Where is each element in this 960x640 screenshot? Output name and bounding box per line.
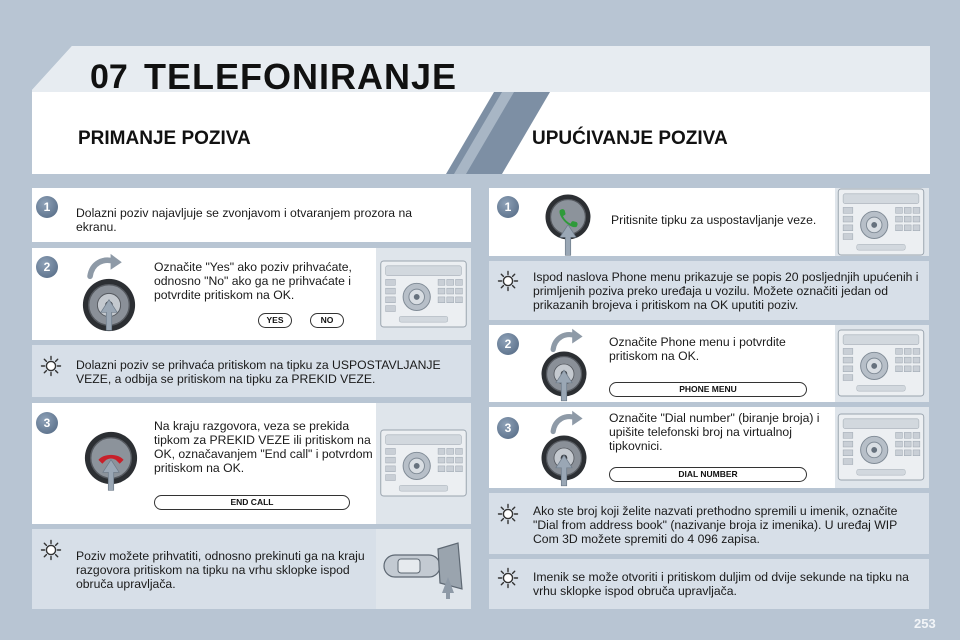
dial-number-button[interactable]: DIAL NUMBER <box>609 467 807 482</box>
section-title-left: PRIMANJE POZIVA <box>78 128 251 149</box>
right-tip2-panel <box>489 493 929 554</box>
up-arrow-icon <box>102 455 120 495</box>
left-step1-panel <box>32 188 471 242</box>
right-tip2-text: Ako ste broj koji želite nazvati prethodno spremili u imenik, označite "Dial from address book" (nazivanje broja iz imenika). U uređaj WIP Com 3D možete spremiti do 4 096 zapisa. <box>533 504 898 546</box>
right-step1-panel <box>489 188 929 256</box>
page-number: 253 <box>914 616 936 631</box>
right-step3-text: Označite "Dial number" (biranje broja) i upišite telefonski broj na virtualnoj tipkovnici. <box>609 411 820 453</box>
lightbulb-tip-icon <box>497 503 519 525</box>
radio-unit-icon <box>837 188 925 256</box>
right-step1-text: Pritisnite tipku za uspostavljanje veze. <box>611 213 817 227</box>
right-tip1-panel <box>489 261 929 320</box>
left-step3-panel <box>32 403 471 524</box>
radio-unit-image <box>835 325 929 402</box>
radio-unit-image <box>835 188 929 256</box>
step-badge: 1 <box>36 196 58 218</box>
up-arrow-icon <box>555 369 573 402</box>
lightbulb-tip-icon <box>497 270 519 292</box>
left-tip1-panel <box>32 345 471 397</box>
yes-button[interactable]: YES <box>258 313 292 328</box>
left-tip2-panel <box>32 529 471 609</box>
up-arrow-icon <box>100 298 118 332</box>
right-step2-panel <box>489 325 929 402</box>
radio-unit-image <box>835 407 929 488</box>
chapter-number: 07 <box>90 58 128 96</box>
radio-unit-image <box>376 403 471 524</box>
section-title-right: UPUĆIVANJE POZIVA <box>532 128 728 149</box>
radio-unit-icon <box>837 413 925 481</box>
right-tip3-panel <box>489 559 929 609</box>
up-arrow-icon <box>559 224 577 256</box>
step-badge: 1 <box>497 196 519 218</box>
radio-unit-icon <box>379 429 468 497</box>
step-badge: 2 <box>36 256 58 278</box>
end-call-button[interactable]: END CALL <box>154 495 350 510</box>
radio-unit-icon <box>837 329 925 397</box>
phone-menu-button[interactable]: PHONE MENU <box>609 382 807 397</box>
header <box>32 46 930 174</box>
chapter-title: TELEFONIRANJE <box>144 56 458 97</box>
left-step2-panel <box>32 248 471 340</box>
no-button[interactable]: NO <box>310 313 344 328</box>
rotate-arrow-icon <box>549 409 585 435</box>
right-step3-panel <box>489 407 929 488</box>
radio-unit-image <box>376 248 471 340</box>
radio-unit-icon <box>379 260 468 328</box>
step-badge: 3 <box>497 417 519 439</box>
left-step2-text: Označite "Yes" ako poziv prihvaćate, odnosno "No" ako ga ne prihvaćate i potvrdite pritiskom na OK. <box>154 260 352 302</box>
lightbulb-tip-icon <box>40 539 62 561</box>
left-tip1-text: Dolazni poziv se prihvaća pritiskom na tipku za USPOSTAVLJANJE VEZE, a odbija se pritiskom na tipku za PREKID VEZE. <box>76 358 441 386</box>
lightbulb-tip-icon <box>497 567 519 589</box>
right-step2-text: Označite Phone menu i potvrdite pritiskom na OK. <box>609 335 786 363</box>
steering-stalk-image <box>376 529 471 609</box>
lightbulb-tip-icon <box>40 355 62 377</box>
up-arrow-icon <box>555 453 573 488</box>
left-step3-text: Na kraju razgovora, veza se prekida tipkom za PREKID VEZE ili pritiskom na OK, označavanjem "End call" i potvrdom pritiskom na OK. <box>154 419 373 475</box>
step-badge: 2 <box>497 333 519 355</box>
left-step1-text: Dolazni poziv najavljuje se zvonjavom i otvaranjem prozora na ekranu. <box>76 206 413 234</box>
steering-stalk-icon <box>382 537 466 601</box>
right-tip3-text: Imenik se može otvoriti i pritiskom duljim od dvije sekunde na tipku na vrhu sklopke ispod obruča upravljača. <box>533 570 909 598</box>
left-tip2-text: Poziv možete prihvatiti, odnosno prekinuti ga na kraju razgovora pritiskom na tipku na vrhu sklopke ispod obruča upravljača. <box>76 549 365 591</box>
right-tip1-text: Ispod naslova Phone menu prikazuje se popis 20 posljednjih upućenih i primljenih poziva preko uređaja u vozilu. Možete označiti jedan od prikazanih brojeva i pritiskom na OK uputiti poziv. <box>533 270 919 312</box>
step-badge: 3 <box>36 412 58 434</box>
